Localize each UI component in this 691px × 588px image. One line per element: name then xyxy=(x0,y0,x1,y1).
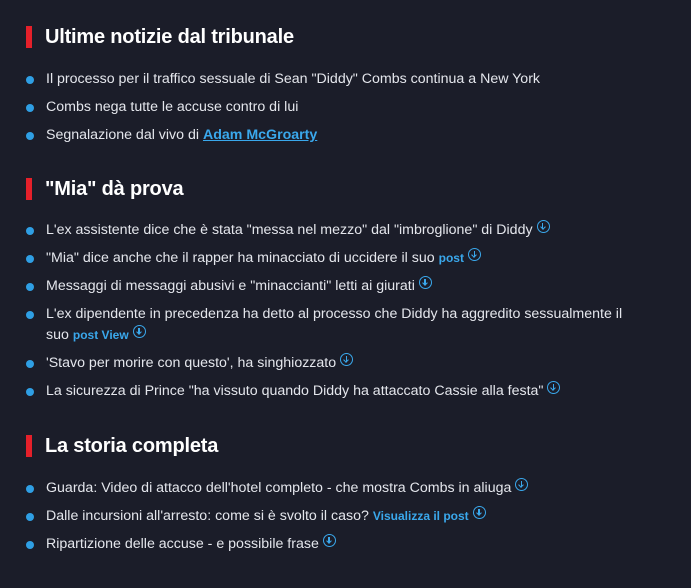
list-item xyxy=(26,97,646,118)
section-header xyxy=(26,434,646,458)
bullet-icon xyxy=(26,513,34,521)
arrow-down-circle-icon[interactable] xyxy=(547,381,560,394)
item-text: Dalle incursioni all'arresto: come si è svolto il caso? xyxy=(46,508,369,524)
section-marker xyxy=(26,26,32,48)
bullet-icon xyxy=(26,388,34,396)
item-text: "Mia" dice anche che il rapper ha minacciato di uccidere il suo xyxy=(46,250,435,266)
section-court-news xyxy=(26,25,646,146)
arrow-down-circle-icon[interactable] xyxy=(323,534,336,547)
bullet-icon xyxy=(26,283,34,291)
list-item[interactable] xyxy=(26,381,646,402)
item-text: Guarda: Video di attacco dell'hotel completo - che mostra Combs in aliuga xyxy=(46,480,512,496)
section-marker xyxy=(26,435,32,457)
section-list xyxy=(26,478,646,555)
arrow-down-circle-icon[interactable] xyxy=(133,325,146,338)
item-text: Ripartizione delle accuse - e possibile frase xyxy=(46,536,319,552)
section-header xyxy=(26,25,646,49)
section-marker xyxy=(26,178,32,200)
arrow-down-circle-icon[interactable] xyxy=(468,248,481,261)
item-text: L'ex assistente dice che è stata "messa nel mezzo" dal "imbroglione" di Diddy xyxy=(46,222,533,238)
list-item xyxy=(26,125,646,146)
section-title: La storia completa xyxy=(45,434,219,457)
item-text: 'Stavo per morire con questo', ha singhiozzato xyxy=(46,355,337,371)
arrow-down-circle-icon[interactable] xyxy=(419,276,432,289)
view-post-tag[interactable]: Visualizza il post xyxy=(372,509,469,523)
bullet-icon xyxy=(26,541,34,549)
bullet-icon xyxy=(26,485,34,493)
list-item[interactable] xyxy=(26,304,646,346)
arrow-down-circle-icon[interactable] xyxy=(340,353,353,366)
list-item[interactable] xyxy=(26,276,646,297)
bullet-icon xyxy=(26,311,34,319)
section-header xyxy=(26,177,646,201)
bullet-icon xyxy=(26,76,34,84)
post-tag[interactable]: post xyxy=(438,251,464,265)
bullet-icon xyxy=(26,132,34,140)
bullet-icon xyxy=(26,360,34,368)
list-item xyxy=(26,69,646,90)
arrow-down-circle-icon[interactable] xyxy=(515,478,528,491)
list-item[interactable] xyxy=(26,220,646,241)
item-text: Messaggi di messaggi abusivi e "minaccianti" letti ai giurati xyxy=(46,278,415,294)
list-item[interactable] xyxy=(26,534,646,555)
section-full-story xyxy=(26,434,646,555)
list-item[interactable] xyxy=(26,353,646,374)
section-title: "Mia" dà prova xyxy=(45,177,184,200)
item-text: Il processo per il traffico sessuale di Sean "Diddy" Combs continua a New York xyxy=(46,71,541,87)
list-item[interactable] xyxy=(26,506,646,527)
list-item[interactable] xyxy=(26,248,646,269)
bullet-icon xyxy=(26,227,34,235)
item-text: Combs nega tutte le accuse contro di lui xyxy=(46,99,299,115)
arrow-down-circle-icon[interactable] xyxy=(473,506,486,519)
item-text: La sicurezza di Prince "ha vissuto quando Diddy ha attaccato Cassie alla festa" xyxy=(46,383,544,399)
bullet-icon xyxy=(26,104,34,112)
section-title: Ultime notizie dal tribunale xyxy=(45,25,294,48)
section-list xyxy=(26,69,646,146)
post-view-tag[interactable]: post View xyxy=(72,328,129,342)
arrow-down-circle-icon[interactable] xyxy=(537,220,550,233)
item-text: L'ex dipendente in precedenza ha detto al processo che Diddy ha aggredito sessualmente il suo xyxy=(46,306,623,343)
section-list xyxy=(26,220,646,402)
item-text: Segnalazione dal vivo di xyxy=(46,127,203,143)
bullet-icon xyxy=(26,255,34,263)
reporter-link[interactable]: Adam McGroarty xyxy=(202,127,318,143)
section-mia-testimony xyxy=(26,177,646,402)
list-item[interactable] xyxy=(26,478,646,499)
